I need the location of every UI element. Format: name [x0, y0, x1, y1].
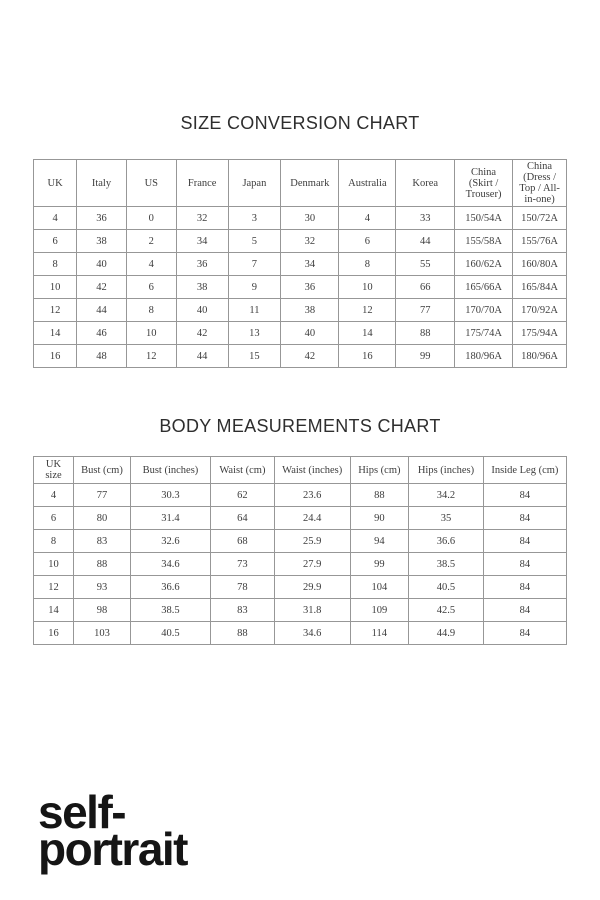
column-header: Inside Leg (cm): [483, 457, 566, 484]
table-cell: 24.4: [274, 507, 350, 530]
table-cell: 84: [483, 622, 566, 645]
table-cell: 10: [34, 276, 77, 299]
table-cell: 34: [281, 253, 339, 276]
table-cell: 2: [126, 230, 176, 253]
column-header: Waist (inches): [274, 457, 350, 484]
table-cell: 150/54A: [455, 207, 513, 230]
table-row: [34, 322, 567, 345]
table-cell: 16: [34, 622, 74, 645]
column-header: Bust (inches): [130, 457, 210, 484]
table-cell: 16: [339, 345, 396, 368]
column-header: Bust (cm): [73, 457, 130, 484]
table-cell: 4: [126, 253, 176, 276]
table-cell: 170/70A: [455, 299, 513, 322]
table-cell: 10: [126, 322, 176, 345]
column-header: France: [176, 160, 228, 207]
table-cell: 38.5: [409, 553, 484, 576]
table-cell: 78: [210, 576, 274, 599]
table-row: [34, 207, 567, 230]
table-cell: 77: [73, 484, 130, 507]
table-cell: 44: [396, 230, 455, 253]
table-cell: 170/92A: [513, 299, 567, 322]
table-cell: 84: [483, 553, 566, 576]
table-cell: 160/62A: [455, 253, 513, 276]
table-cell: 88: [73, 553, 130, 576]
table-cell: 150/72A: [513, 207, 567, 230]
table-cell: 64: [210, 507, 274, 530]
table-cell: 35: [409, 507, 484, 530]
size-conversion-header-row: [34, 160, 567, 207]
table-cell: 38: [176, 276, 228, 299]
body-measurements-title: BODY MEASUREMENTS CHART: [159, 416, 441, 436]
table-cell: 165/84A: [513, 276, 567, 299]
column-header: UK size: [34, 457, 74, 484]
table-cell: 32: [176, 207, 228, 230]
table-cell: 84: [483, 530, 566, 553]
table-cell: 90: [350, 507, 409, 530]
table-cell: 68: [210, 530, 274, 553]
table-cell: 109: [350, 599, 409, 622]
table-cell: 44: [77, 299, 127, 322]
table-row: [34, 553, 567, 576]
table-cell: 36.6: [130, 576, 210, 599]
size-conversion-title: SIZE CONVERSION CHART: [180, 113, 420, 133]
table-cell: 40.5: [130, 622, 210, 645]
table-cell: 88: [210, 622, 274, 645]
table-cell: 12: [34, 299, 77, 322]
table-cell: 38: [281, 299, 339, 322]
table-cell: 32: [281, 230, 339, 253]
body-measurements-header-row: [34, 457, 567, 484]
column-header: Italy: [77, 160, 127, 207]
table-cell: 38: [77, 230, 127, 253]
table-cell: 15: [228, 345, 281, 368]
table-cell: 14: [339, 322, 396, 345]
table-cell: 14: [34, 599, 74, 622]
table-cell: 5: [228, 230, 281, 253]
table-cell: 175/94A: [513, 322, 567, 345]
table-cell: 180/96A: [455, 345, 513, 368]
table-cell: 31.4: [130, 507, 210, 530]
table-cell: 12: [339, 299, 396, 322]
table-cell: 80: [73, 507, 130, 530]
table-cell: 48: [77, 345, 127, 368]
table-cell: 94: [350, 530, 409, 553]
table-cell: 36: [281, 276, 339, 299]
table-cell: 114: [350, 622, 409, 645]
table-cell: 36: [176, 253, 228, 276]
table-row: [34, 507, 567, 530]
table-cell: 33: [396, 207, 455, 230]
table-cell: 4: [34, 207, 77, 230]
table-cell: 30: [281, 207, 339, 230]
table-cell: 99: [396, 345, 455, 368]
table-cell: 42: [176, 322, 228, 345]
table-cell: 40: [77, 253, 127, 276]
column-header: Australia: [339, 160, 396, 207]
table-cell: 8: [34, 530, 74, 553]
table-cell: 6: [34, 230, 77, 253]
table-cell: 31.8: [274, 599, 350, 622]
table-row: [34, 230, 567, 253]
table-cell: 77: [396, 299, 455, 322]
table-cell: 7: [228, 253, 281, 276]
table-row: [34, 276, 567, 299]
table-cell: 4: [339, 207, 396, 230]
table-cell: 36.6: [409, 530, 484, 553]
table-row: [34, 253, 567, 276]
column-header: China (Skirt / Trouser): [455, 160, 513, 207]
table-cell: 93: [73, 576, 130, 599]
table-cell: 46: [77, 322, 127, 345]
table-cell: 34.6: [274, 622, 350, 645]
table-cell: 99: [350, 553, 409, 576]
table-cell: 10: [34, 553, 74, 576]
table-cell: 6: [34, 507, 74, 530]
table-cell: 42.5: [409, 599, 484, 622]
column-header: Denmark: [281, 160, 339, 207]
table-cell: 16: [34, 345, 77, 368]
table-cell: 3: [228, 207, 281, 230]
table-cell: 55: [396, 253, 455, 276]
column-header: Waist (cm): [210, 457, 274, 484]
table-cell: 14: [34, 322, 77, 345]
table-cell: 30.3: [130, 484, 210, 507]
table-cell: 155/58A: [455, 230, 513, 253]
table-cell: 88: [350, 484, 409, 507]
table-cell: 62: [210, 484, 274, 507]
column-header: Japan: [228, 160, 281, 207]
logo-line2: portrait: [38, 823, 187, 875]
table-cell: 10: [339, 276, 396, 299]
column-header: US: [126, 160, 176, 207]
table-cell: 84: [483, 507, 566, 530]
body-measurements-table: [33, 456, 567, 645]
logo-line1: self-: [38, 786, 126, 838]
table-cell: 103: [73, 622, 130, 645]
table-cell: 11: [228, 299, 281, 322]
table-cell: 4: [34, 484, 74, 507]
table-cell: 34.2: [409, 484, 484, 507]
table-cell: 23.6: [274, 484, 350, 507]
table-row: [34, 599, 567, 622]
table-cell: 83: [210, 599, 274, 622]
column-header: UK: [34, 160, 77, 207]
table-row: [34, 299, 567, 322]
size-conversion-table: [33, 159, 567, 368]
table-cell: 73: [210, 553, 274, 576]
table-cell: 40: [281, 322, 339, 345]
table-cell: 155/76A: [513, 230, 567, 253]
column-header: Korea: [396, 160, 455, 207]
table-cell: 42: [77, 276, 127, 299]
table-cell: 98: [73, 599, 130, 622]
table-cell: 34.6: [130, 553, 210, 576]
table-cell: 175/74A: [455, 322, 513, 345]
table-cell: 29.9: [274, 576, 350, 599]
table-cell: 84: [483, 599, 566, 622]
table-cell: 83: [73, 530, 130, 553]
table-cell: 38.5: [130, 599, 210, 622]
table-row: [34, 576, 567, 599]
table-row: [34, 345, 567, 368]
table-row: [34, 484, 567, 507]
table-cell: 44: [176, 345, 228, 368]
table-cell: 9: [228, 276, 281, 299]
table-cell: 8: [339, 253, 396, 276]
table-cell: 6: [126, 276, 176, 299]
table-cell: 84: [483, 484, 566, 507]
table-cell: 0: [126, 207, 176, 230]
table-cell: 36: [77, 207, 127, 230]
table-cell: 88: [396, 322, 455, 345]
table-cell: 34: [176, 230, 228, 253]
table-cell: 66: [396, 276, 455, 299]
table-cell: 12: [34, 576, 74, 599]
column-header: Hips (cm): [350, 457, 409, 484]
table-cell: 8: [34, 253, 77, 276]
table-cell: 40.5: [409, 576, 484, 599]
self-portrait-logo: [38, 786, 187, 875]
table-cell: 8: [126, 299, 176, 322]
table-row: [34, 622, 567, 645]
table-cell: 40: [176, 299, 228, 322]
table-cell: 27.9: [274, 553, 350, 576]
column-header: China (Dress / Top / All-in-one): [513, 160, 567, 207]
table-cell: 44.9: [409, 622, 484, 645]
table-cell: 32.6: [130, 530, 210, 553]
table-cell: 165/66A: [455, 276, 513, 299]
table-cell: 6: [339, 230, 396, 253]
table-cell: 180/96A: [513, 345, 567, 368]
table-cell: 12: [126, 345, 176, 368]
column-header: Hips (inches): [409, 457, 484, 484]
table-cell: 84: [483, 576, 566, 599]
table-cell: 104: [350, 576, 409, 599]
table-row: [34, 530, 567, 553]
table-cell: 13: [228, 322, 281, 345]
table-cell: 42: [281, 345, 339, 368]
table-cell: 160/80A: [513, 253, 567, 276]
table-cell: 25.9: [274, 530, 350, 553]
